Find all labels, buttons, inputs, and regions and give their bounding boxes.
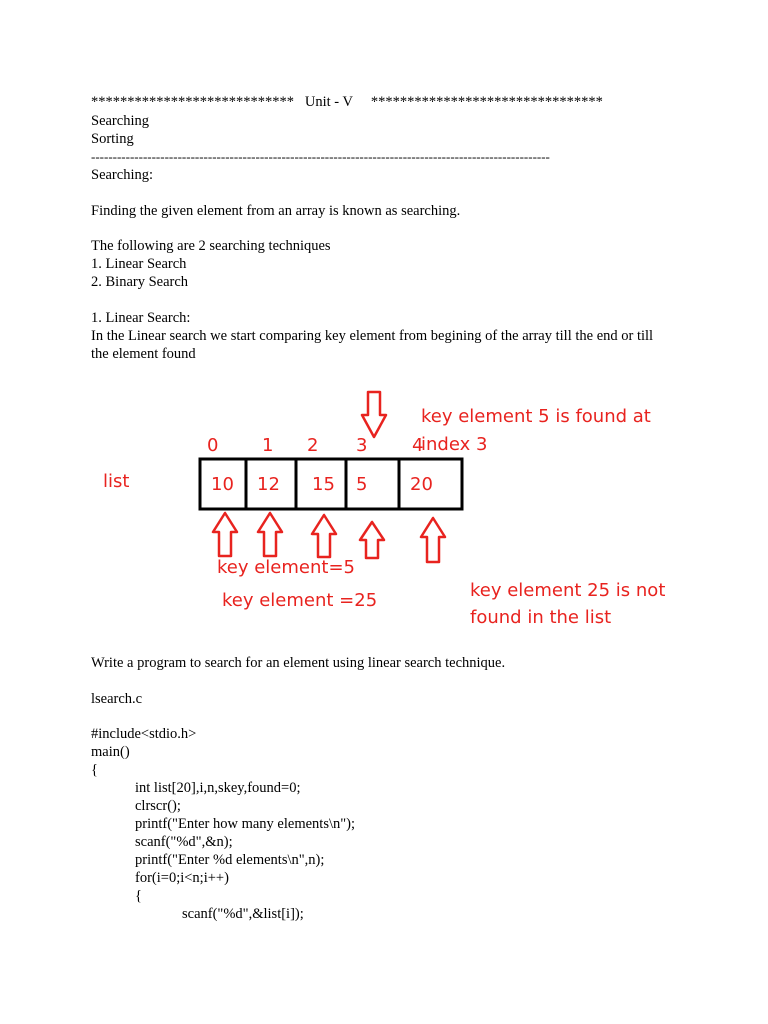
divider-line: ---------------------------------------------------------------------------------------------------------- [91, 149, 550, 164]
code-line-4: int list[20],i,n,skey,found=0; [135, 780, 301, 796]
down-arrow-icon [362, 392, 386, 437]
index-4: 4 [412, 435, 424, 456]
array-value-1: 12 [257, 474, 280, 495]
notfound-note-line2: found in the list [470, 607, 612, 628]
found-note-line2: index 3 [421, 434, 488, 455]
source-filename: lsearch.c [91, 691, 143, 707]
up-arrow-icon [312, 515, 336, 557]
code-line-3: { [91, 762, 98, 778]
code-line-5: clrscr(); [135, 798, 181, 814]
index-3: 3 [356, 435, 368, 456]
code-line-11: scanf("%d",&list[i]); [182, 906, 304, 922]
technique-binary: 2. Binary Search [91, 274, 189, 290]
technique-linear: 1. Linear Search [91, 256, 187, 272]
code-line-6: printf("Enter how many elements\n"); [135, 816, 356, 832]
up-arrow-icon [421, 518, 445, 562]
key-note-25: key element =25 [222, 590, 378, 611]
section-heading: Searching: [91, 167, 154, 183]
code-line-9: for(i=0;i<n;i++) [135, 870, 229, 886]
code-line-1: #include<stdio.h> [91, 726, 197, 742]
array-value-3: 5 [356, 474, 368, 495]
key-note-5: key element=5 [217, 557, 355, 578]
list-label: list [103, 471, 130, 492]
index-2: 2 [307, 435, 319, 456]
header-stars-right: ******************************** [370, 94, 603, 110]
header-stars-left: **************************** [91, 94, 294, 110]
index-0: 0 [207, 435, 219, 456]
up-arrow-icon [213, 513, 237, 556]
found-note-line1: key element 5 is found at [421, 406, 651, 427]
array-value-4: 20 [410, 474, 433, 495]
up-arrow-icon [258, 513, 282, 556]
program-prompt: Write a program to search for an element using linear search technique. [91, 655, 506, 671]
toc-item-sorting: Sorting [91, 131, 134, 147]
code-line-8: printf("Enter %d elements\n",n); [135, 852, 325, 868]
code-line-10: { [135, 888, 142, 904]
array-value-0: 10 [211, 474, 234, 495]
unit-title: Unit - V [304, 94, 353, 110]
array-value-2: 15 [312, 474, 335, 495]
index-1: 1 [262, 435, 274, 456]
up-arrow-icon [360, 522, 384, 558]
linear-desc-line2: the element found [91, 346, 196, 362]
intro-paragraph: Finding the given element from an array is known as searching. [91, 203, 461, 219]
linear-desc-line1: In the Linear search we start comparing key element from begining of the array till the end or till [91, 328, 654, 344]
notfound-note-line1: key element 25 is not [470, 580, 666, 601]
code-line-7: scanf("%d",&n); [135, 834, 233, 850]
techniques-intro: The following are 2 searching techniques [91, 238, 331, 254]
linear-heading: 1. Linear Search: [91, 310, 191, 326]
code-line-2: main() [91, 744, 130, 760]
toc-item-searching: Searching [91, 113, 149, 129]
